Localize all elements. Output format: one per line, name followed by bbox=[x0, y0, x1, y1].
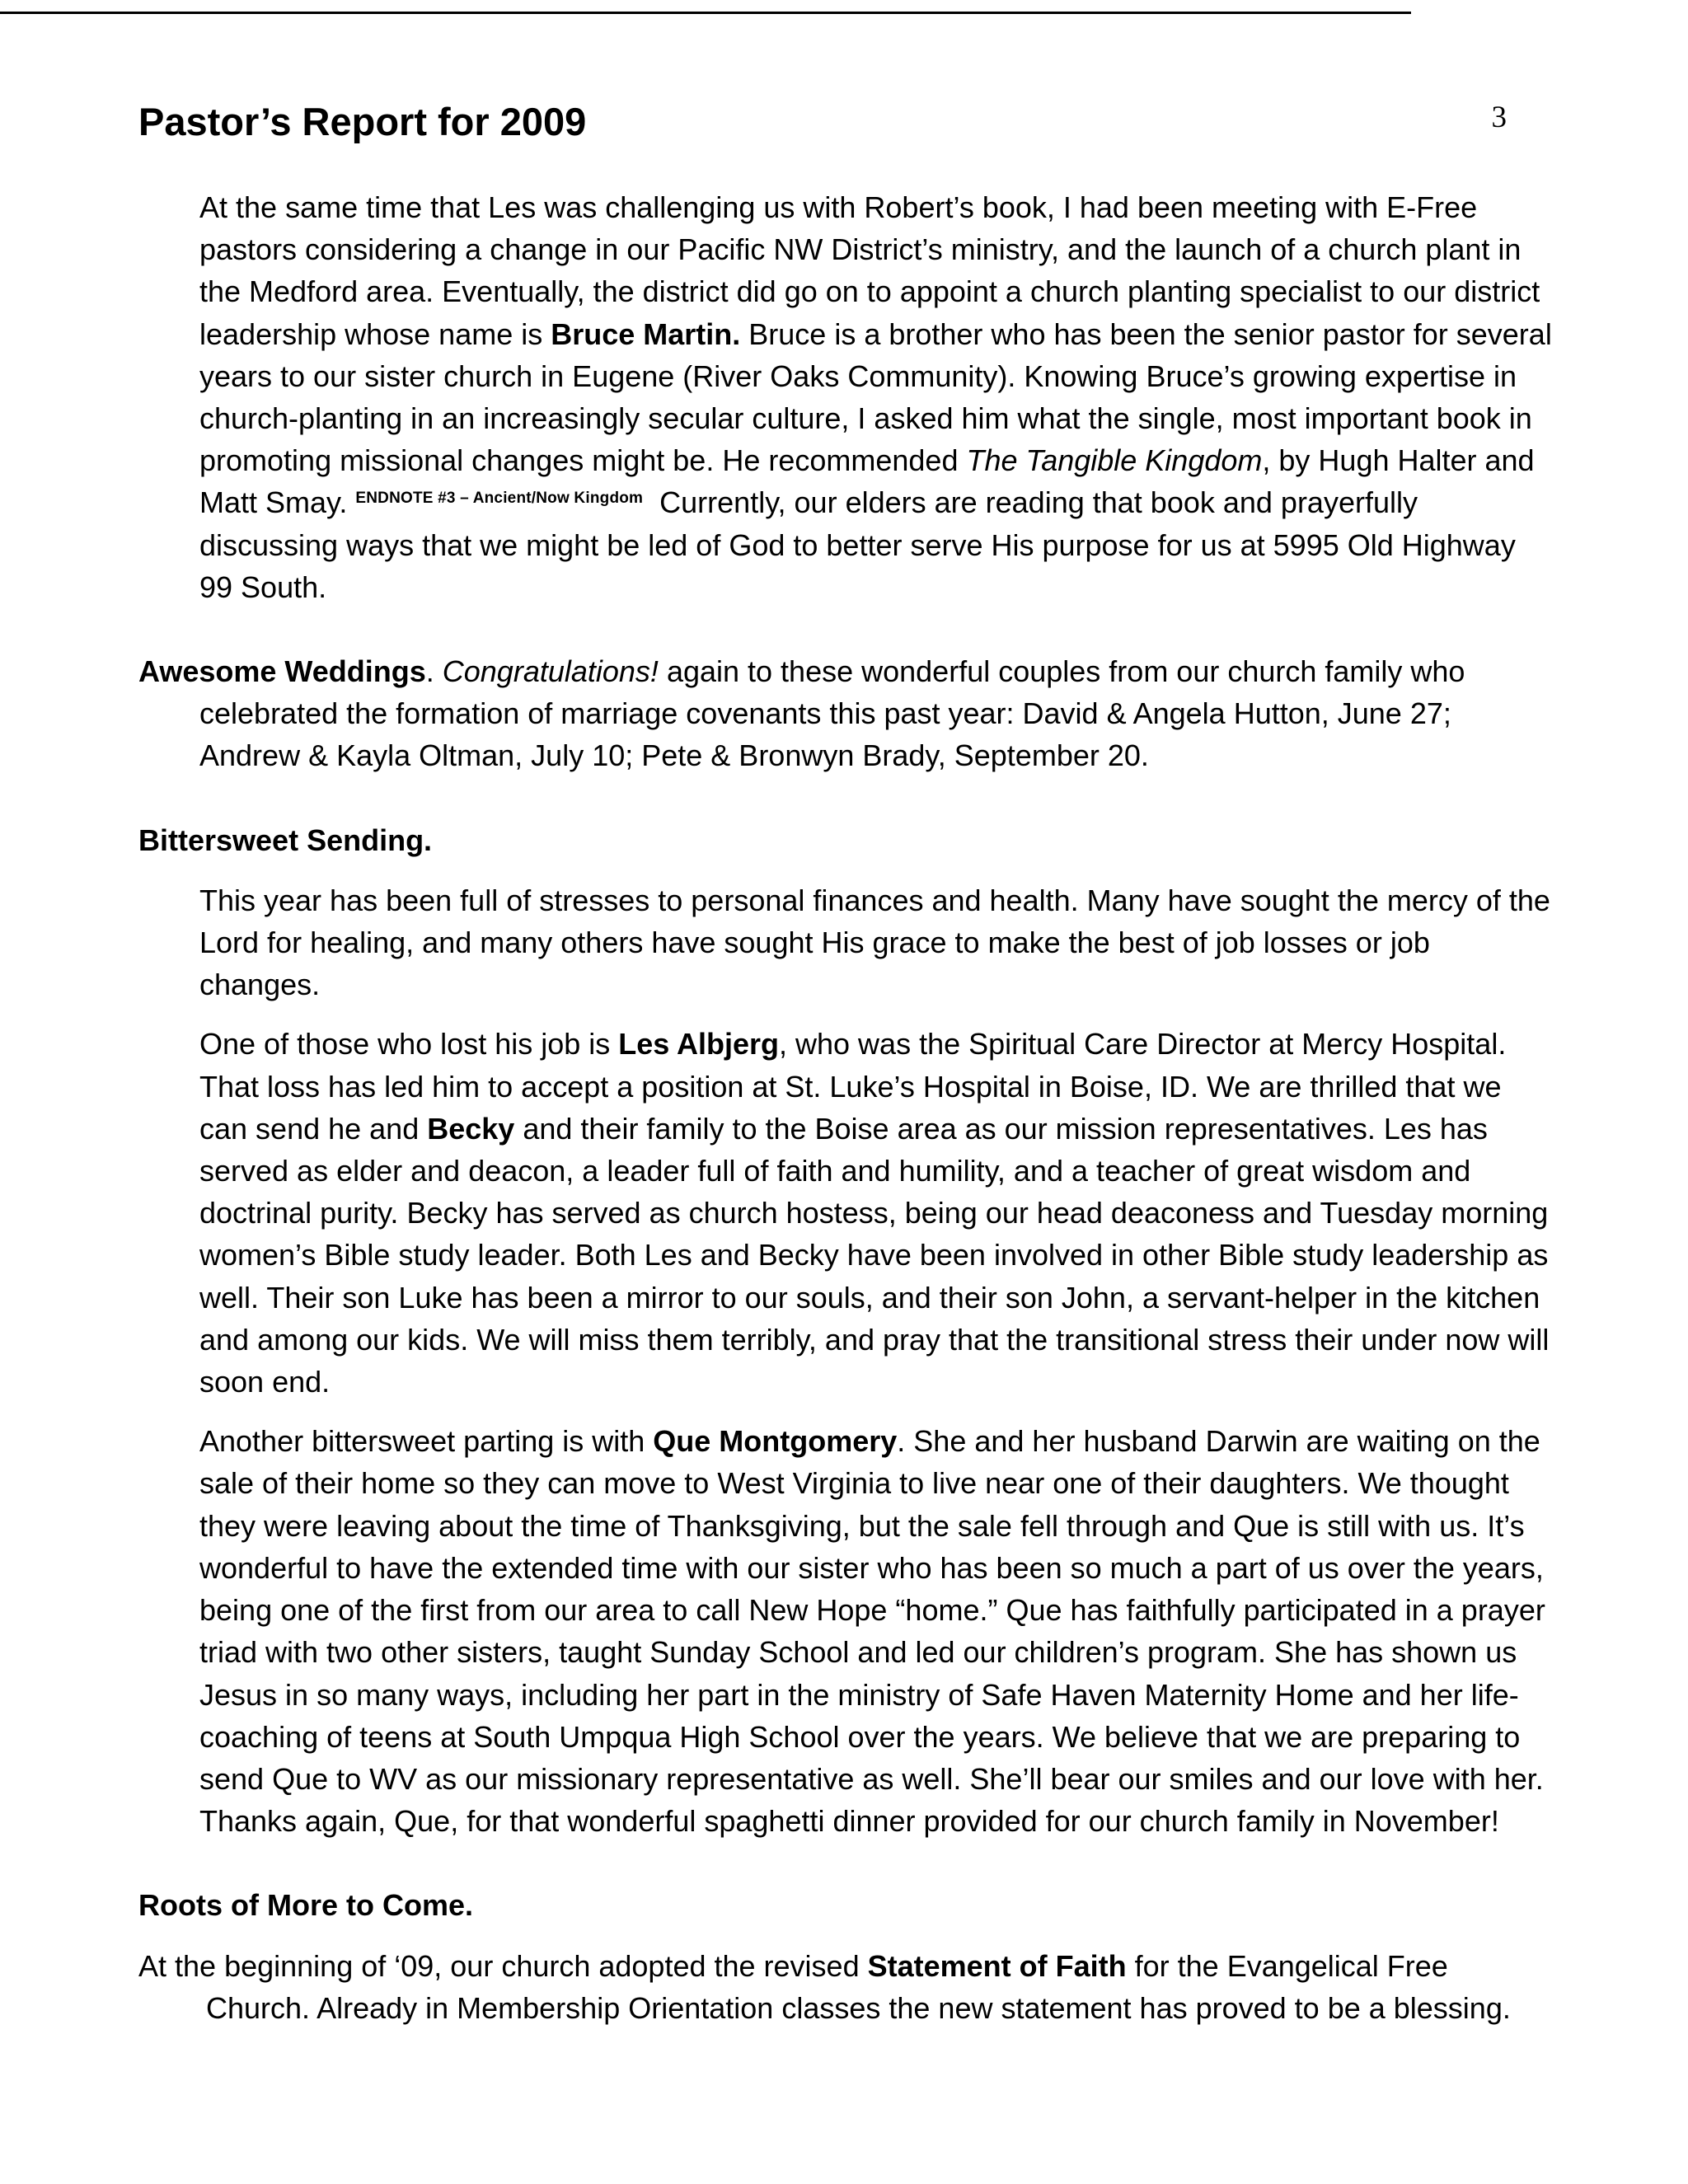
name-les-albjerg: Les Albjerg bbox=[618, 1027, 779, 1062]
section-heading-weddings: Awesome Weddings bbox=[138, 654, 426, 689]
book-title: The Tangible Kingdom bbox=[966, 443, 1263, 478]
section-heading-sending: Bittersweet Sending. bbox=[138, 823, 433, 857]
report-title: Pastor’s Report for 2009 bbox=[138, 100, 587, 143]
paragraph-que-montgomery: Another bittersweet parting is with Que Montgomery. She and her husband Darwin are waiting on the sale of their home so they can move to West Virginia to live near one of their daughters. We thought they were leaving about the time of Thanksgiving, but the sale fell through and Que is still with us. It’s wonderful to have the extended time with our sister who has been so much a part of us over the years, being one of the first from our area to call New Hope “home.” Que has faithfully participated in a prayer triad with two other sisters, taught Sunday School and led our children’s program. She has shown us Jesus in so many ways, including her part in the ministry of Safe Haven Maternity Home and her life-coaching of teens at South Umpqua High School over the years. We believe that we are preparing to send Que to WV as our missionary representative as well. She’ll bear our smiles and our love with her. Thanks again, Que, for that wonderful spaghetti dinner provided for our church family in November! bbox=[199, 1424, 1545, 1839]
report-body bbox=[138, 186, 1556, 2029]
page-header bbox=[138, 97, 1507, 155]
name-becky: Becky bbox=[427, 1111, 515, 1146]
section-heading-roots: Roots of More to Come. bbox=[138, 1888, 473, 1923]
congratulations-text: Congratulations! bbox=[442, 654, 659, 689]
page-number: 3 bbox=[1491, 101, 1507, 134]
name-bruce-martin: Bruce Martin. bbox=[551, 316, 741, 351]
paragraph-statement-of-faith: At the beginning of ‘09, our church adopted the revised Statement of Faith for the Evangelical Free Church. Already in Membership Orientation classes the new statement has proved to be a blessing. bbox=[138, 1948, 1511, 2025]
paragraph-weddings: Awesome Weddings. Congratulations! again to these wonderful couples from our church family who celebrated the formation of marriage covenants this past year: David & Angela Hutton, June 27; Andrew & Kayla Oltman, July 10; Pete & Bronwyn Brady, September 20. bbox=[138, 654, 1465, 773]
top-rule bbox=[0, 12, 1411, 14]
statement-of-faith: Statement of Faith bbox=[867, 1948, 1127, 1983]
paragraph-les-albjerg: One of those who lost his job is Les Albjerg, who was the Spiritual Care Director at Mercy Hospital. That loss has led him to accept a position at St. Luke’s Hospital in Boise, ID. We are thrilled that we can send he and Becky and their family to the Boise area as our mission representatives. Les has served as elder and deacon, a leader full of faith and humility, and a teacher of great wisdom and doctrinal purity. Becky has served as church hostess, being our head deaconess and Tuesday morning women’s Bible study leader. Both Les and Becky have been involved in other Bible study leadership as well. Their son Luke has been a mirror to our souls, and their son John, a servant-helper in the kitchen and among our kids. We will miss them terribly, and pray that the transitional stress their under now will soon end. bbox=[199, 1027, 1550, 1399]
paragraph-stresses: This year has been full of stresses to personal finances and health. Many have sought the mercy of the Lord for healing, and many others have sought His grace to make the best of job losses or job changes. bbox=[199, 883, 1550, 1002]
endnote-reference: ENDNOTE #3 – Ancient/Now Kingdom bbox=[355, 490, 644, 508]
name-que-montgomery: Que Montgomery bbox=[653, 1424, 898, 1459]
paragraph-church-planting: At the same time that Les was challenging us with Robert’s book, I had been meeting with E-Free pastors considering a change in our Pacific NW District’s ministry, and the launch of a church plant in the Medford area. Eventually, the district did go on to appoint a church planting specialist to our district leadership whose name is Bruce Martin. Bruce is a brother who has been the senior pastor for several years to our sister church in Eugene (River Oaks Community). Knowing Bruce’s growing expertise in church-planting in an increasingly secular culture, I asked him what the single, most important book in promoting missional changes might be. He recommended The Tangible Kingdom, by Hugh Halter and Matt Smay. $^{ENDNOTE \#3 - Ancient/Now Kingdom}$ Currently, our elders are reading that book and prayerfully discussing ways that we might be led of God to better serve His purpose for us at 5995 Old Highway 99 South. bbox=[199, 190, 1552, 604]
